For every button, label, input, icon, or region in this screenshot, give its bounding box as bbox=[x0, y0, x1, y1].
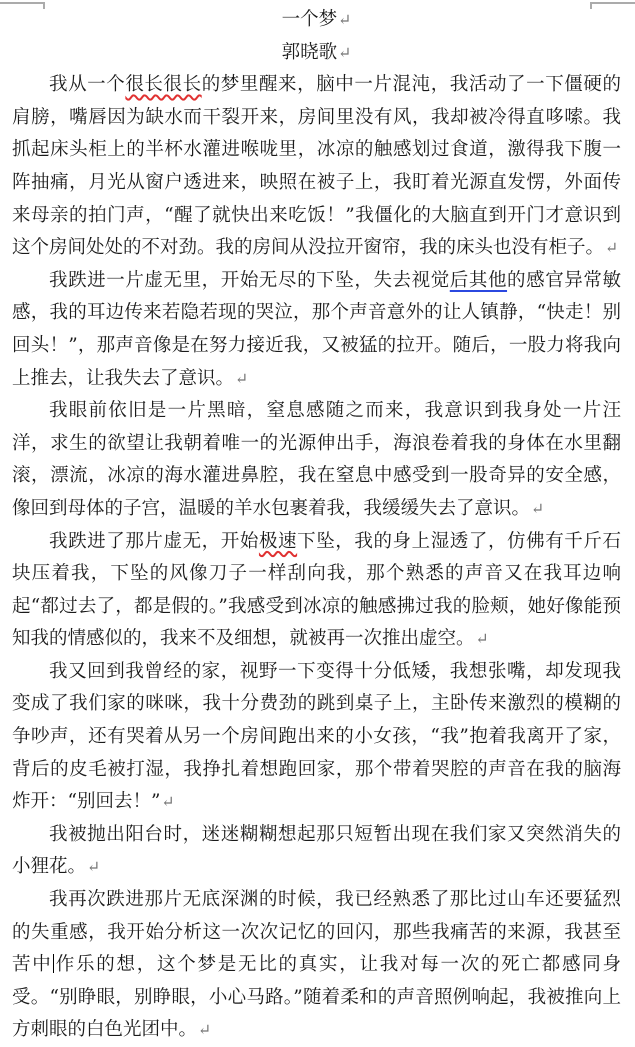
paragraph-mark: ↵ bbox=[475, 629, 489, 649]
paragraph[interactable] bbox=[12, 884, 621, 1047]
text-boundary-mark-top-right bbox=[590, 2, 635, 9]
paragraph-mark: ↵ bbox=[338, 42, 352, 62]
document-title: 一个梦 bbox=[281, 9, 338, 30]
document-title-line[interactable] bbox=[12, 4, 621, 37]
paragraph[interactable] bbox=[12, 656, 621, 819]
paragraph-mark: ↵ bbox=[87, 857, 101, 877]
paragraph[interactable] bbox=[12, 395, 621, 525]
paragraph-mark: ↵ bbox=[605, 238, 619, 258]
text-run: 我从一个 bbox=[49, 74, 126, 96]
paragraphs-container bbox=[12, 69, 621, 1047]
paragraph[interactable] bbox=[12, 526, 621, 656]
text-boundary-mark-top-left bbox=[0, 2, 45, 9]
spell-check-underlined-text: 很长很长 bbox=[125, 74, 202, 96]
document-author-line[interactable] bbox=[12, 37, 621, 70]
paragraph-mark: ↵ bbox=[161, 792, 175, 812]
text-run: 我被抛出阳台时，迷迷糊糊想起那只短暂出现在我们家又突然消失的小狸花。 bbox=[12, 823, 621, 878]
document-author: 郭晓歌 bbox=[281, 41, 338, 63]
text-run: 我跌进一片虚无里，开始无尽的下坠，失去视觉 bbox=[49, 269, 450, 291]
grammar-check-underlined-text: 后其他 bbox=[449, 269, 508, 291]
paragraph-mark: ↵ bbox=[235, 368, 249, 388]
text-run: 下坠，我的身上湿透了，仿佛有千斤石块压着我，下坠的风像刀子一样刮向我，那个熟悉的声音又在我耳边响起“都过去了，都是假的。”我感受到冰凉的触感拂过我的脸颊，她好像能预知我的情感似的，我来不及细想，就被再一次推出虚空。 bbox=[12, 530, 621, 650]
paragraph[interactable] bbox=[12, 265, 621, 395]
text-run: 的梦里醒来，脑中一片混沌，我活动了一下僵硬的肩膀，嘴唇因为缺水而干裂开来，房间里没有风，我却被冷得直哆嗦。我抓起床头柜上的半杯水灌进喉咙里，冰凉的触感划过食道，激得我下腹一阵抽痛，月光从窗户透进来，映照在被子上，我盯着光源直发愣，外面传来母亲的拍门声，“醒了就快出来吃饭！”我僵化的大脑直到开门才意识到这个房间处处的不对劲。我的房间从没拉开窗帘，我的床头也没有柜子。 bbox=[12, 74, 621, 259]
text-run: 我眼前依旧是一片黑暗，窒息感随之而来，我意识到我身处一片汪洋，求生的欲望让我朝着唯一的光源伸出手，海浪卷着我的身体在水里翻滚，漂流，冰凉的海水灌进鼻腔，我在窒息中感受到一股奇异的安全感，像回到母体的子宫，温暖的羊水包裹着我，我缓缓失去了意识。 bbox=[12, 400, 621, 519]
spell-check-underlined-text: 极速 bbox=[258, 530, 298, 552]
text-run: 我跌进了那片虚无，开始 bbox=[49, 530, 259, 552]
paragraph-mark: ↵ bbox=[338, 10, 352, 29]
paragraph-mark: ↵ bbox=[531, 498, 545, 518]
text-run: 我又回到我曾经的家，视野一下变得十分低矮，我想张嘴，却发现我变成了我们家的咪咪，我十分费劲的跳到桌子上，主卧传来激烈的模糊的争吵声，还有哭着从另一个房间跑出来的小女孩，“我”抱着我离开了家，背后的皮毛被打湿，我挣扎着想跑回家，那个带着哭腔的声音在我的脑海炸开：“别回去！” bbox=[12, 660, 621, 813]
paragraph[interactable] bbox=[12, 69, 621, 265]
text-run: 我再次跌进那片无底深渊的时候，我已经熟悉了那比过山车还要猛烈的失重感，我开始分析这一次次记忆的回闪，那些我痛苦的来源，我甚至苦中 bbox=[12, 889, 621, 976]
paragraph-mark: ↵ bbox=[198, 1020, 212, 1040]
paragraph[interactable] bbox=[12, 819, 621, 884]
text-run: 的感官异常敏感，我的耳边传来若隐若现的哭泣，那个声音意外的让人镇静，“快走！别回头！”，那声音像是在努力接近我，又被猛的拉开。随后，一股力将我向上推去，让我失去了意识。 bbox=[12, 269, 621, 389]
text-run: 作乐的想，这个梦是无比的真实，让我对每一次的死亡都感同身受。“别睁眼，别睁眼，小心马路。”随着柔和的声音照例响起，我被推向上方刺眼的白色光团中。 bbox=[12, 954, 621, 1041]
